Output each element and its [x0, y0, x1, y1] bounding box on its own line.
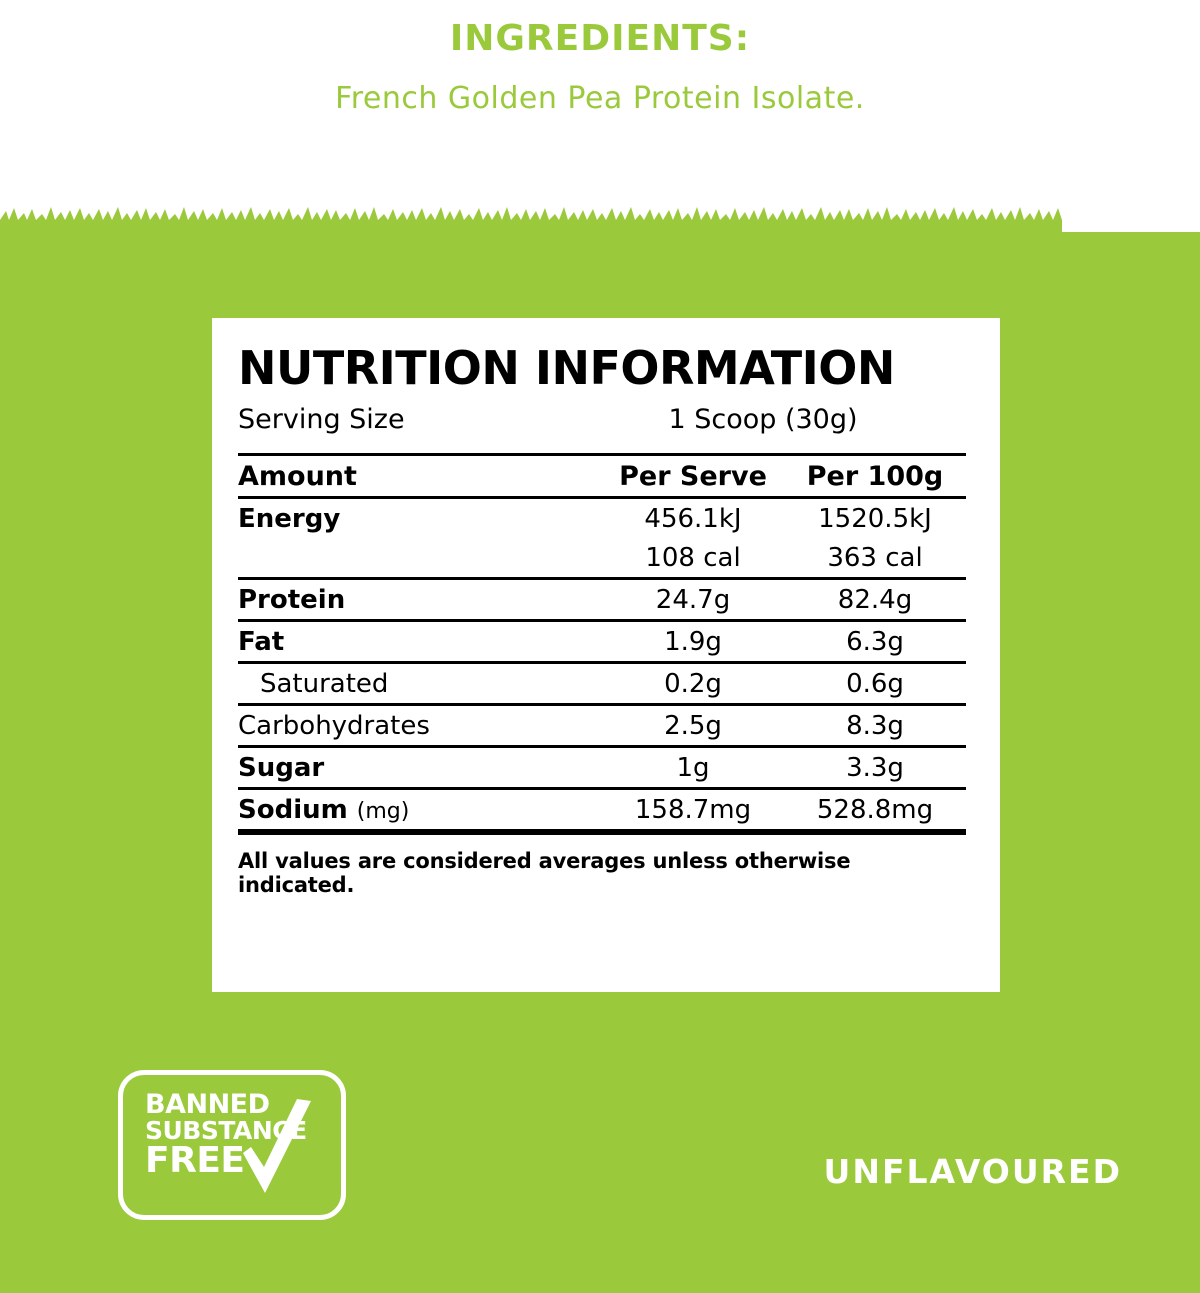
column-header-per-100g: Per 100g [784, 455, 966, 498]
row-per-serve: 1.9g [602, 621, 784, 663]
row-label: Energy [238, 504, 341, 535]
table-row [238, 747, 966, 789]
ingredients-list: French Golden Pea Protein Isolate. [335, 81, 865, 116]
row-per-100g: 6.3g [784, 621, 966, 663]
table-row [238, 705, 966, 747]
serving-size-value: 1 Scoop (30g) [668, 404, 858, 436]
row-label [238, 538, 602, 579]
banned-substance-free-badge [118, 1070, 346, 1220]
table-header-row [238, 455, 966, 498]
row-label: Sugar [238, 747, 602, 789]
table-row [238, 538, 966, 579]
nutrition-information-card [212, 318, 1000, 992]
row-per-serve: 158.7mg [602, 789, 784, 833]
row-per-serve: 108 cal [602, 538, 784, 579]
row-per-100g: 8.3g [784, 705, 966, 747]
badge-line-2: SUBSTANCE [145, 1116, 307, 1145]
green-panel [0, 232, 1200, 1293]
serving-size-row [238, 404, 966, 435]
ingredients-section [0, 0, 1200, 232]
nutrition-title: NUTRITION INFORMATION [238, 341, 895, 395]
table-row [238, 579, 966, 621]
column-header-per-serve: Per Serve [602, 455, 784, 498]
row-per-serve: 2.5g [602, 705, 784, 747]
row-per-100g: 82.4g [784, 579, 966, 621]
row-label [238, 789, 602, 833]
row-per-100g: 0.6g [784, 663, 966, 705]
table-row [238, 663, 966, 705]
row-per-100g: 363 cal [784, 538, 966, 579]
row-label: Fat [238, 621, 602, 663]
flavour-label: UNFLAVOURED [823, 1152, 1122, 1191]
serving-size-label: Serving Size [238, 404, 405, 436]
table-row [238, 498, 966, 539]
nutrition-table [238, 453, 966, 835]
row-per-serve: 24.7g [602, 579, 784, 621]
row-label-unit: (mg) [356, 799, 410, 825]
row-label: Protein [238, 579, 602, 621]
row-per-serve: 1g [602, 747, 784, 789]
table-row [238, 621, 966, 663]
row-per-100g: 3.3g [784, 747, 966, 789]
row-label: Saturated [238, 663, 602, 705]
row-per-serve: 0.2g [602, 663, 784, 705]
grass-edge-decoration [0, 206, 1200, 236]
table-row [238, 789, 966, 833]
row-per-100g: 528.8mg [784, 789, 966, 833]
ingredients-heading: INGREDIENTS: [449, 18, 751, 59]
nutrition-footnote: All values are considered averages unless otherwise indicated. [238, 849, 851, 898]
row-per-100g: 1520.5kJ [818, 504, 932, 535]
row-label: Carbohydrates [238, 705, 602, 747]
column-header-amount: Amount [238, 455, 602, 498]
badge-line-1: BANNED [145, 1089, 270, 1120]
row-label-text: Sodium [238, 795, 348, 826]
badge-line-3: FREE [145, 1140, 245, 1181]
check-icon [237, 1097, 317, 1201]
row-per-serve: 456.1kJ [644, 504, 742, 535]
